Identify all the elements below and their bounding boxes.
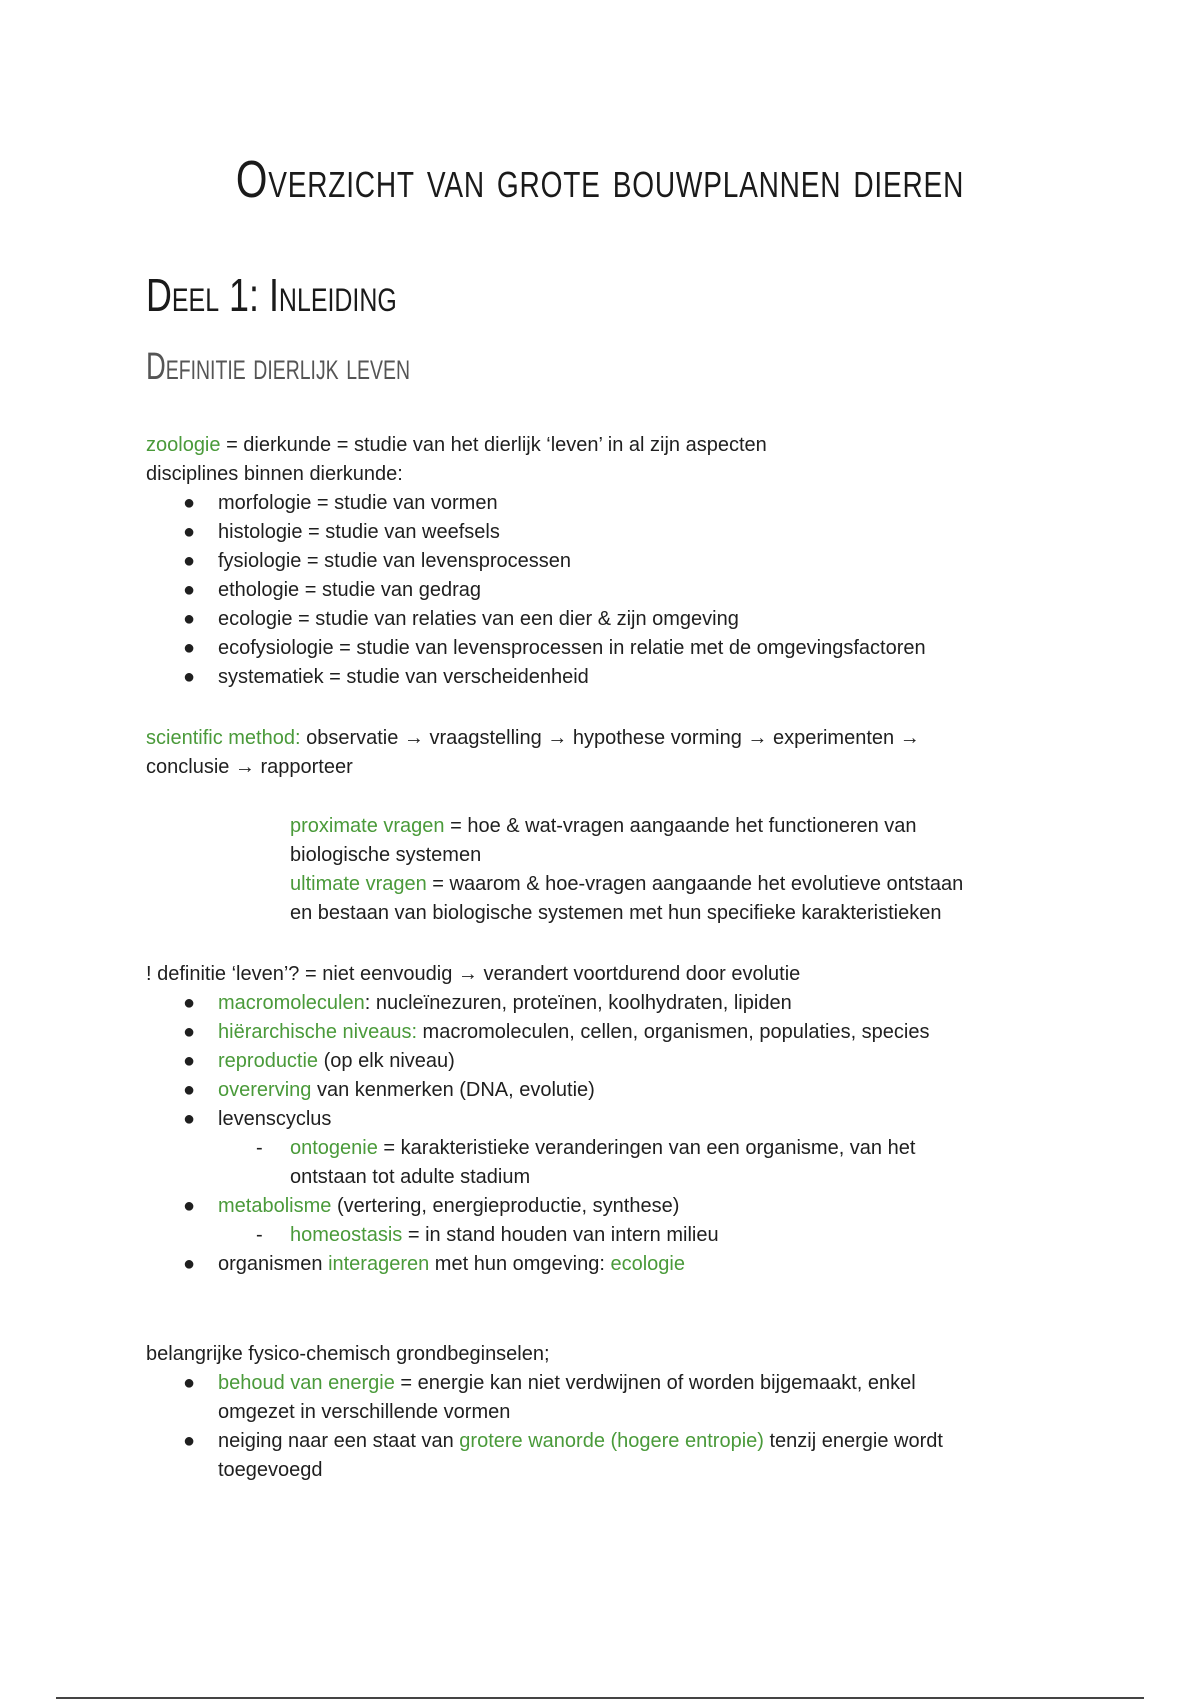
bullet-icon: ● <box>183 550 196 572</box>
leven-item: ● macromoleculen: nucleïnezuren, proteïnen, koolhydraten, lipiden <box>218 989 792 1018</box>
ultimate-line: ultimate vragen = waarom & hoe-vragen aangaande het evolutieve ontstaan <box>290 873 964 895</box>
bullet-icon: ● <box>183 1430 196 1452</box>
scientific-method-term: scientific method: <box>146 727 301 749</box>
fysico-b1-line-2: omgezet in verschillende vormen <box>218 1401 511 1423</box>
heading-definitie: Definitie dierlijk leven <box>146 346 410 388</box>
leven-item: ● hiërarchische niveaus: macromoleculen, cellen, organismen, populaties, species <box>218 1018 930 1047</box>
bullet-icon: ● <box>183 1108 196 1130</box>
discipline-item: ● morfologie = studie van vormen <box>218 489 498 518</box>
leven-subitem: - ontogenie = karakteristieke veranderingen van een organisme, van het <box>290 1134 915 1163</box>
fysico-item: ● behoud van energie = energie kan niet verdwijnen of worden bijgemaakt, enkel <box>218 1369 916 1398</box>
discipline-item: ● systematiek = studie van verscheidenheid <box>218 663 589 692</box>
bullet-icon: ● <box>183 521 196 543</box>
leven-subitem: - homeostasis = in stand houden van intern milieu <box>290 1221 719 1250</box>
scientific-method-line: scientific method: observatie → vraagstelling → hypothese vorming → experimenten → <box>146 727 920 749</box>
bullet-icon: ● <box>183 579 196 601</box>
discipline-item: ● ecologie = studie van relaties van een dier & zijn omgeving <box>218 605 739 634</box>
disciplines-label: disciplines binnen dierkunde: <box>146 463 403 485</box>
zoologie-term: zoologie <box>146 434 221 456</box>
leven-item: ● reproductie (op elk niveau) <box>218 1047 455 1076</box>
bullet-icon: ● <box>183 1372 196 1394</box>
proximate-line-2: biologische systemen <box>290 844 482 866</box>
fysico-label: belangrijke fysico-chemisch grondbeginselen; <box>146 1343 550 1365</box>
bullet-icon: ● <box>183 1195 196 1217</box>
discipline-item: ● histologie = studie van weefsels <box>218 518 500 547</box>
ontogenie-line-2: ontstaan tot adulte stadium <box>290 1166 531 1188</box>
zoologie-definition: = dierkunde = studie van het dierlijk ‘leven’ in al zijn aspecten <box>220 434 767 456</box>
proximate-line: proximate vragen = hoe & wat-vragen aangaande het functioneren van <box>290 815 917 837</box>
fysico-b2-line-2: toegevoegd <box>218 1459 323 1481</box>
dash-icon: - <box>256 1224 263 1246</box>
bullet-icon: ● <box>183 666 196 688</box>
scientific-method-line-2: conclusie → rapporteer <box>146 756 353 778</box>
ultimate-line-2: en bestaan van biologische systemen met hun specifieke karakteristieken <box>290 902 942 924</box>
bullet-icon: ● <box>183 637 196 659</box>
fysico-item: ● neiging naar een staat van grotere wanorde (hogere entropie) tenzij energie wordt <box>218 1427 943 1456</box>
bullet-icon: ● <box>183 608 196 630</box>
ultimate-term: ultimate vragen <box>290 873 427 895</box>
bullet-icon: ● <box>183 1079 196 1101</box>
bullet-icon: ● <box>183 1050 196 1072</box>
dash-icon: - <box>256 1137 263 1159</box>
leven-intro: ! definitie ‘leven’? = niet eenvoudig → verandert voortdurend door evolutie <box>146 963 801 985</box>
leven-item: ● levenscyclus <box>218 1105 331 1134</box>
discipline-item: ● ethologie = studie van gedrag <box>218 576 481 605</box>
bullet-icon: ● <box>183 1253 196 1275</box>
proximate-term: proximate vragen <box>290 815 445 837</box>
leven-item: ● overerving van kenmerken (DNA, evolutie) <box>218 1076 595 1105</box>
zoologie-line <box>146 431 767 460</box>
discipline-item: ● fysiologie = studie van levensprocessen <box>218 547 571 576</box>
leven-item: ● organismen interageren met hun omgeving: ecologie <box>218 1250 685 1279</box>
bullet-icon: ● <box>183 992 196 1014</box>
discipline-item: ● ecofysiologie = studie van levensprocessen in relatie met de omgevingsfactoren <box>218 634 926 663</box>
document-title: Overzicht van grote bouwplannen dieren <box>235 151 965 209</box>
leven-item: ● metabolisme (vertering, energieproductie, synthese) <box>218 1192 679 1221</box>
footer-divider <box>56 1697 1144 1699</box>
bullet-icon: ● <box>183 492 196 514</box>
bullet-icon: ● <box>183 1021 196 1043</box>
heading-deel-1: Deel 1: Inleiding <box>146 269 397 321</box>
